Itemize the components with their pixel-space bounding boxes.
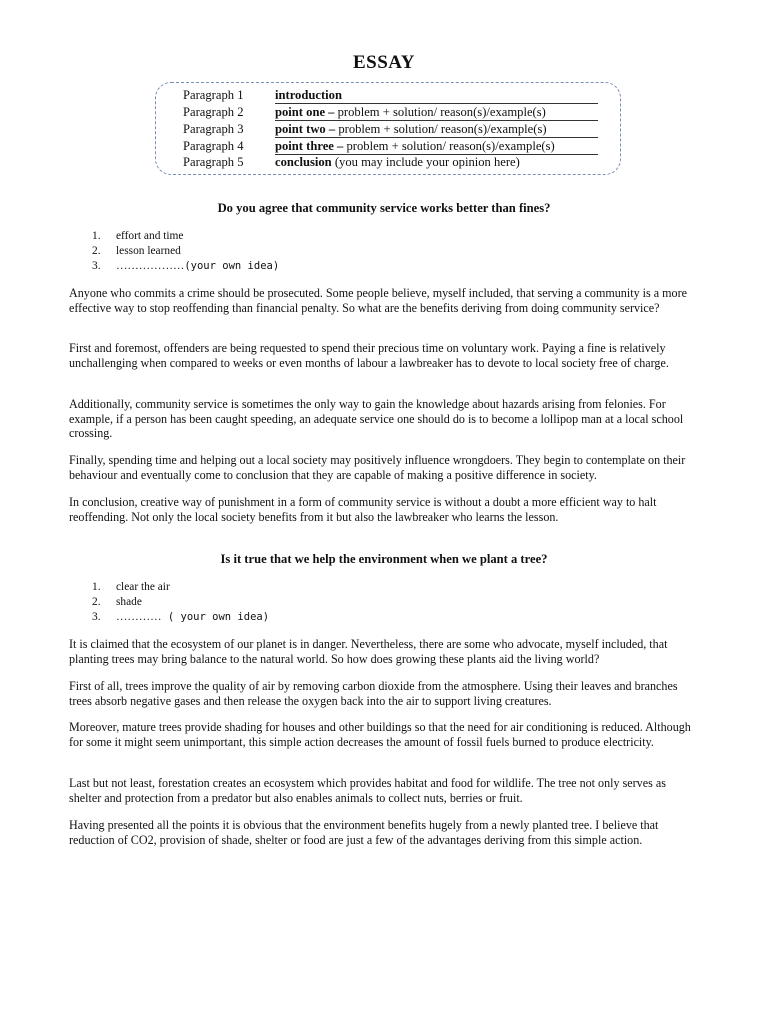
list-text: shade bbox=[116, 596, 142, 608]
page-title: ESSAY bbox=[352, 52, 415, 73]
list-text: clear the air bbox=[116, 581, 170, 593]
essay1-paragraph: In conclusion, creative way of punishment in a form of community service is without a doubt a more efficient way to halt reoffending. Not only the local society benefits from it but also the lawbreaker who learns the lesson. bbox=[69, 495, 657, 524]
essay2-paragraph: It is claimed that the ecosystem of our planet is in danger. Nevertheless, there are some who advocate, myself included, that planting trees may bring balance to the natural world. So how does growing these plants aid the living world? bbox=[69, 637, 668, 666]
outline-keyword: point one – bbox=[275, 104, 335, 119]
outline-detail: problem + solution/ reason(s)/example(s) bbox=[334, 104, 546, 119]
essay2-question: Is it true that we help the environment when we plant a tree? bbox=[220, 552, 548, 566]
outline-keyword: conclusion bbox=[275, 155, 332, 170]
list-number: 1. bbox=[92, 581, 101, 593]
outline-detail: problem + solution/ reason(s)/example(s) bbox=[343, 138, 555, 153]
outline-row bbox=[183, 120, 598, 137]
list-number: 2. bbox=[92, 596, 101, 608]
list-text: ……………… bbox=[116, 260, 185, 272]
list-number: 3. bbox=[92, 611, 101, 623]
list-number: 3. bbox=[92, 260, 101, 272]
essay2-paragraph: First of all, trees improve the quality of air by removing carbon dioxide from the atmosphere. Using their leaves and branches trees absorb negative gases and then release the oxygen back into the air to support living creatures. bbox=[69, 679, 678, 708]
essay2-paragraph: Last but not least, forestation creates an ecosystem which provides habitat and food for wildlife. The tree not only serves as shelter and protection from a predator but also enables animals to collect nuts, berries or fruit. bbox=[69, 776, 666, 805]
list-text: effort and time bbox=[116, 230, 184, 242]
essay1-question: Do you agree that community service works better than fines? bbox=[217, 201, 551, 215]
outline-paragraph-label: Paragraph 2 bbox=[183, 105, 244, 120]
outline-row bbox=[183, 154, 598, 170]
essay1-idea-list bbox=[92, 229, 279, 274]
outline-keyword: point three – bbox=[275, 138, 344, 153]
list-extra: ( your own idea) bbox=[161, 611, 270, 623]
list-item bbox=[92, 610, 269, 625]
outline-description bbox=[275, 87, 598, 103]
outline-description bbox=[275, 103, 598, 120]
outline-paragraph-label: Paragraph 5 bbox=[183, 155, 244, 170]
outline-description bbox=[275, 137, 598, 154]
essay1-paragraph: First and foremost, offenders are being requested to spend their precious time on voluntary work. Paying a fine is relatively unchallenging when compared to weeks or even months of labour a lawbreaker has to devote to local society free of charge. bbox=[69, 341, 669, 370]
outline-paragraph-label: Paragraph 1 bbox=[183, 88, 244, 103]
list-item bbox=[92, 244, 279, 259]
list-text: ………… bbox=[116, 611, 162, 623]
outline-paragraph-label: Paragraph 4 bbox=[183, 139, 244, 154]
outline-table bbox=[183, 87, 598, 170]
essay1-paragraph: Finally, spending time and helping out a local society may positively influence wrongdoers. They begin to contemplate on their behaviour and eventually come to conclusion that they are capable of making a positive difference in society. bbox=[69, 453, 686, 482]
outline-description bbox=[275, 154, 598, 170]
outline-detail: problem + solution/ reason(s)/example(s) bbox=[335, 121, 547, 136]
outline-row bbox=[183, 87, 598, 103]
essay2-paragraph: Moreover, mature trees provide shading for houses and other buildings so that the need for air conditioning is reduced. Although for some it might seem unimportant, this simple action decreases the amount of fossil fuels burned to produce electricity. bbox=[69, 720, 691, 749]
outline-paragraph-label: Paragraph 3 bbox=[183, 122, 244, 137]
essay2-idea-list bbox=[92, 580, 269, 625]
outline-detail: (you may include your opinion here) bbox=[331, 155, 520, 170]
outline-description bbox=[275, 120, 598, 137]
outline-keyword: point two – bbox=[275, 121, 336, 136]
outline-keyword: introduction bbox=[275, 87, 342, 102]
list-number: 2. bbox=[92, 245, 101, 257]
list-item bbox=[92, 229, 279, 244]
list-item bbox=[92, 259, 279, 274]
list-item bbox=[92, 580, 269, 595]
essay1-paragraph: Anyone who commits a crime should be prosecuted. Some people believe, myself included, that serving a community is a more effective way to stop reoffending than financial penalty. So what are the benefits deriving from doing community service? bbox=[69, 286, 687, 315]
essay2-paragraph: Having presented all the points it is obvious that the environment benefits hugely from a newly planted tree. I believe that reduction of CO2, provision of shade, shelter or food are just a few of the advantages deriving from this simple action. bbox=[69, 818, 659, 847]
list-extra: (your own idea) bbox=[184, 260, 280, 272]
outline-row bbox=[183, 137, 598, 154]
list-number: 1. bbox=[92, 230, 101, 242]
essay1-paragraph: Additionally, community service is sometimes the only way to gain the knowledge about hazards arising from felonies. For example, if a person has been caught speeding, an adequate service one should do is to become a lollipop man at a local school crossing. bbox=[69, 397, 684, 441]
list-text: lesson learned bbox=[116, 245, 181, 257]
outline-row bbox=[183, 103, 598, 120]
list-item bbox=[92, 595, 269, 610]
